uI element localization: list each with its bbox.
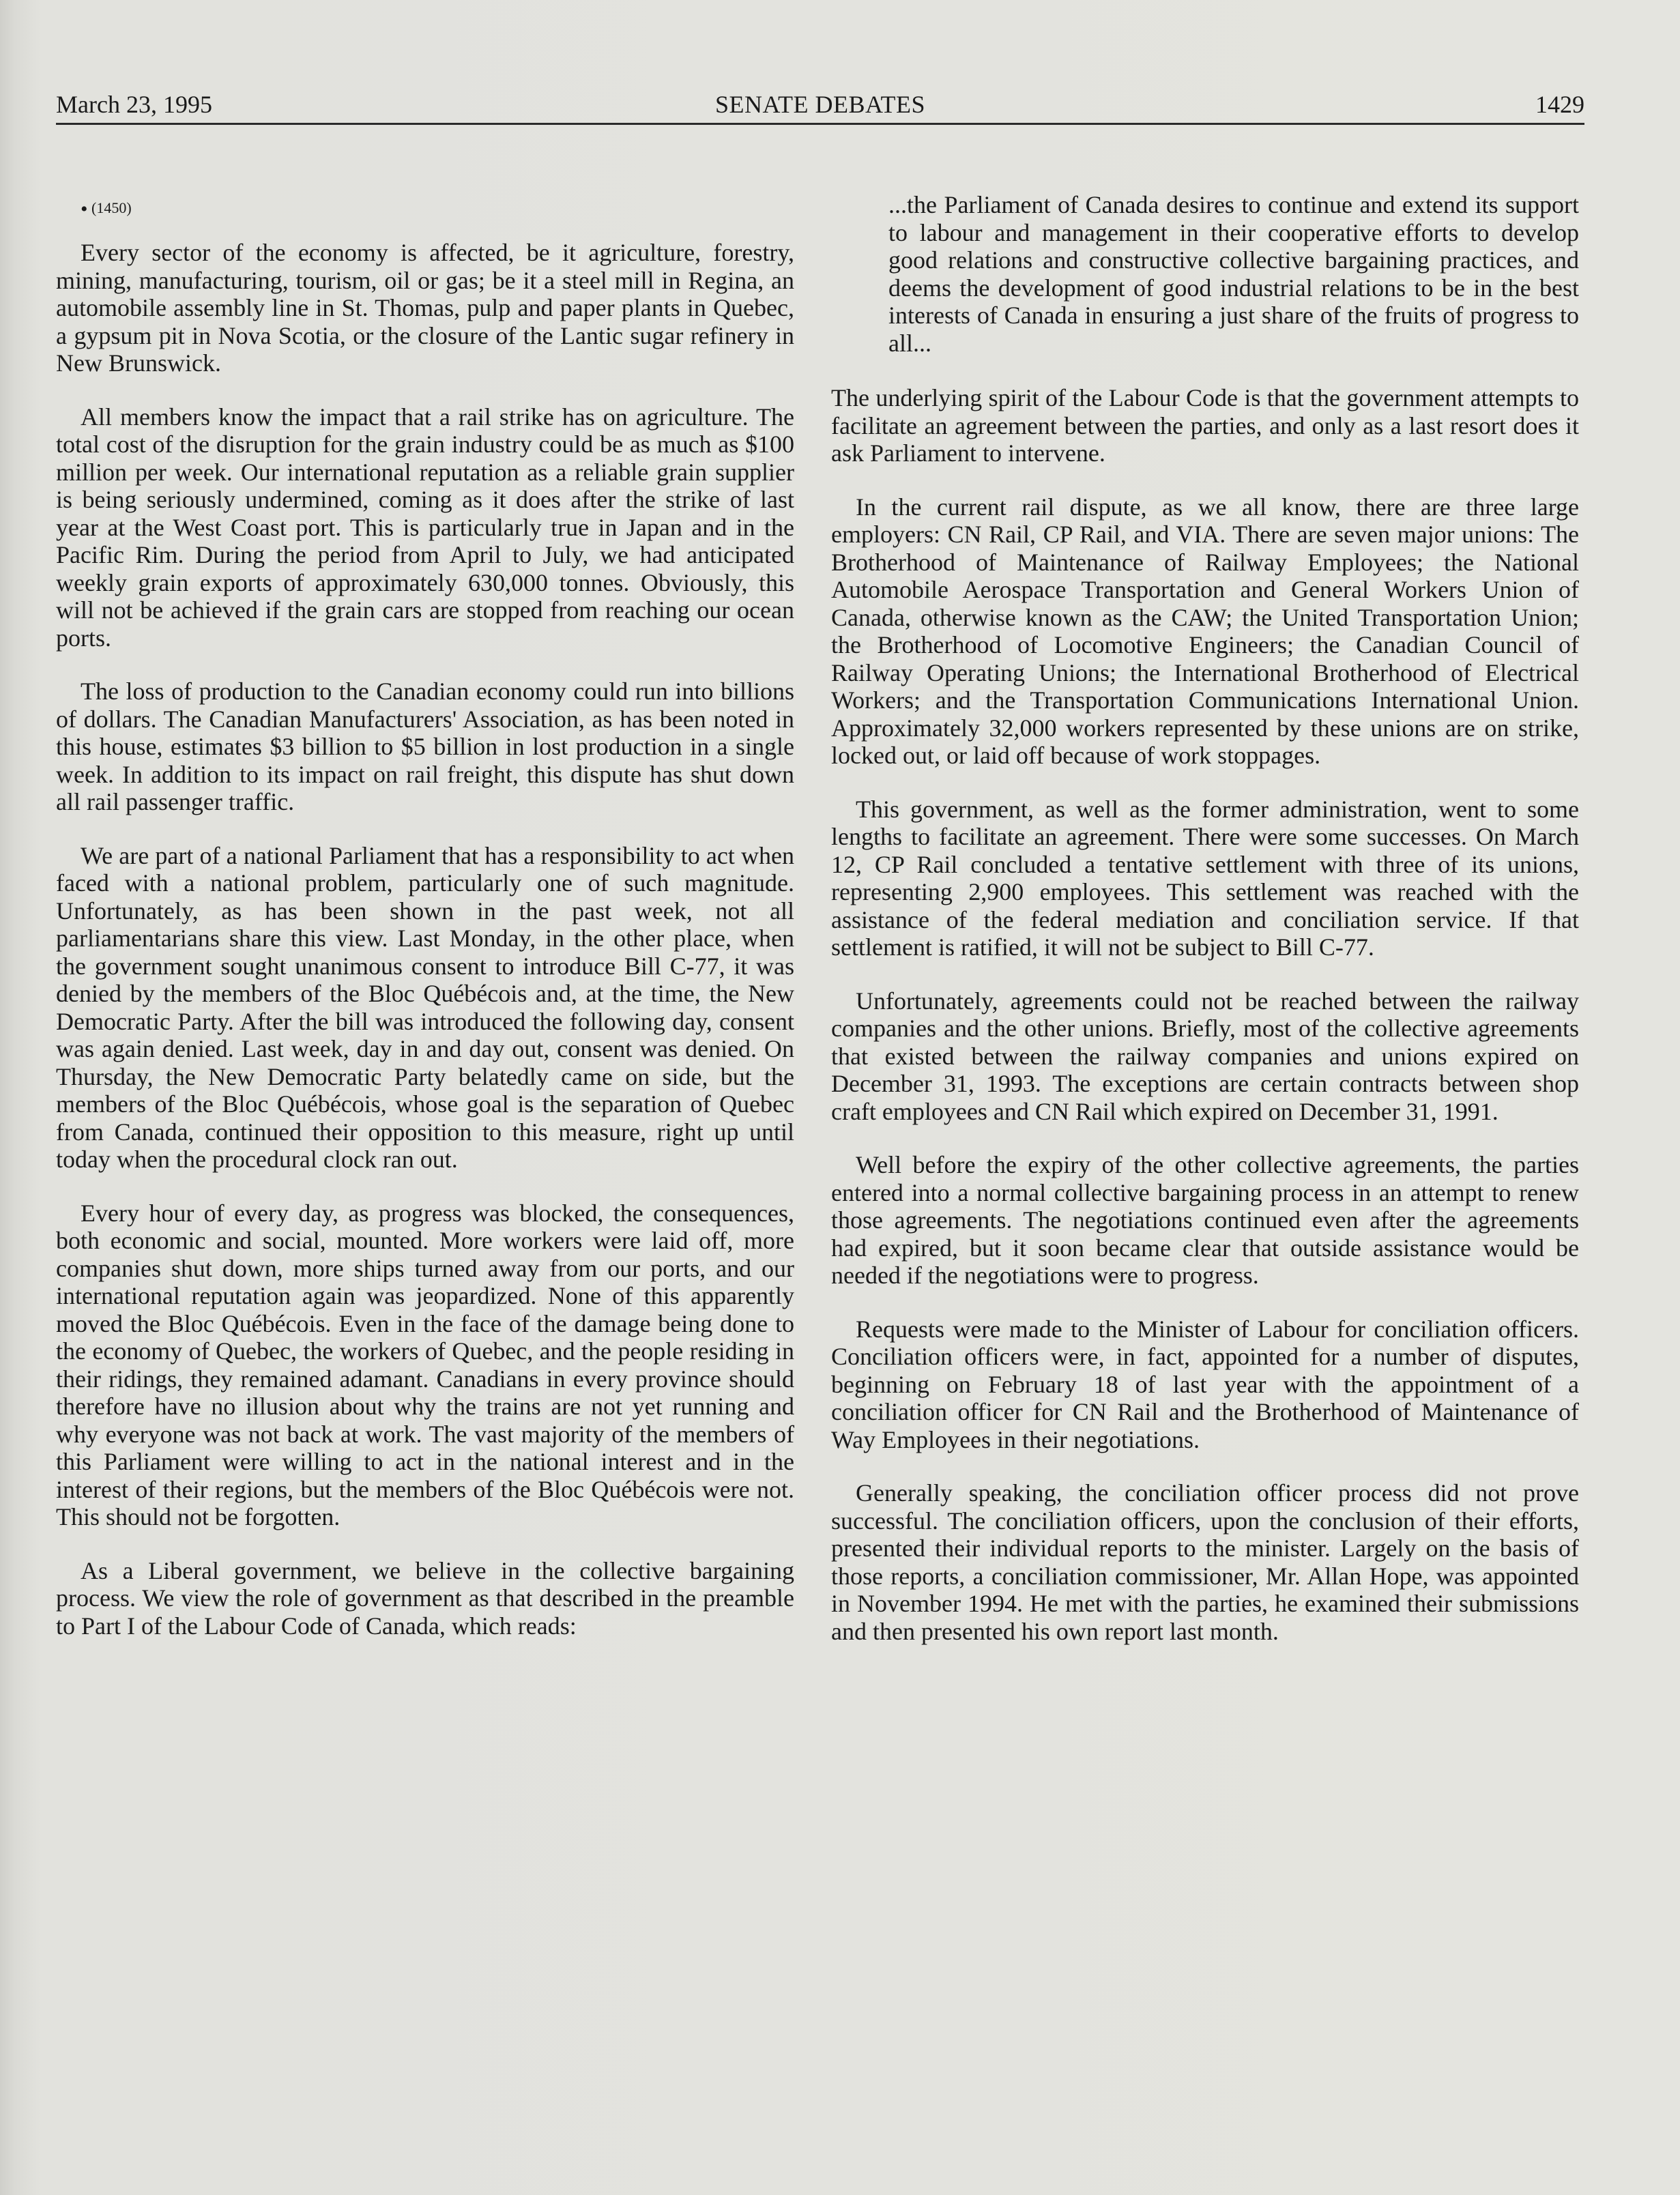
paragraph: As a Liberal government, we believe in the collective bargaining process. We view the role of government as that described in the preamble to Part I of the Labour Code of Canada, which reads: bbox=[56, 1556, 794, 1640]
paragraph: The loss of production to the Canadian economy could run into billions of dollars. The Canadian Manufacturers' Association, as has been noted in this house, estimates $3 billion to $5 billion in lost production in a single week. In addition to its impact on rail freight, this dispute has shut down all rail passenger traffic. bbox=[56, 678, 794, 815]
paragraph: Every hour of every day, as progress was blocked, the consequences, both economic and social, mounted. More workers were laid off, more companies shut down, more ships turned away from our ports, and our international reputation again was jeopardized. None of this apparently moved the Bloc Québécois. Even in the face of the damage being done to the economy of Quebec, the workers of Quebec, and the people residing in their ridings, they remained adamant. Canadians in every province should therefore have no illusion about why the trains are not yet running and why everyone was not back at work. The vast majority of the members of this Parliament were willing to act in the national interest and in the interest of their regions, but the members of the Bloc Québécois were not. This should not be forgotten. bbox=[56, 1199, 794, 1530]
header-title: SENATE DEBATES bbox=[714, 91, 926, 118]
paragraph: Generally speaking, the conciliation officer process did not prove successful. The conciliation officers, upon the conclusion of their efforts, presented their individual reports to the minister. Largely on the basis of those reports, a conciliation commissioner, Mr. Allan Hope, was appointed in November 1994. He met with the parties, he examined their submissions and then presented his own report last month. bbox=[831, 1479, 1579, 1645]
block-quote: ...the Parliament of Canada desires to continue and extend its support to labour and management in their cooperative efforts to develop good relations and constructive collective bargaining practices, and deems the development of good industrial relations to be in the best interests of Canada in ensuring a just share of the fruits of progress to all... bbox=[888, 191, 1579, 357]
paragraph: This government, as well as the former administration, went to some lengths to facilitate an agreement. There were some successes. On March 12, CP Rail concluded a tentative settlement with three of its unions, representing 2,900 employees. This settlement was reached with the assistance of the federal mediation and conciliation service. If that settlement is ratified, it will not be subject to Bill C-77. bbox=[831, 795, 1579, 961]
header-date: March 23, 1995 bbox=[56, 91, 212, 118]
paragraph: We are part of a national Parliament that has a responsibility to act when faced with a national problem, particularly one of such magnitude. Unfortunately, as has been shown in the past week, not all parliamentarians share this view. Last Monday, in the other place, when the government sought unanimous consent to introduce Bill C-77, it was denied by the members of the Bloc Québécois and, at the time, the New Democratic Party. After the bill was introduced the following day, consent was again denied. Last week, day in and day out, consent was denied. On Thursday, the New Democratic Party belatedly came on side, but the members of the Bloc Québécois, whose goal is the separation of Quebec from Canada, continued their opposition to this measure, right up until today when the procedural clock ran out. bbox=[56, 841, 794, 1173]
paragraph: In the current rail dispute, as we all know, there are three large employers: CN Rail, CP Rail, and VIA. There are seven major unions: The Brotherhood of Maintenance of Railway Employees; the National Automobile Aerospace Transportation and General Workers Union of Canada, otherwise known as the CAW; the United Transportation Union; the Brotherhood of Locomotive Engineers; the Canadian Council of Railway Operating Unions; the International Brotherhood of Electrical Workers; and the Transportation Communications International Union. Approximately 32,000 workers represented by these unions are on strike, locked out, or laid off because of work stoppages. bbox=[831, 493, 1579, 769]
header-page-number: 1429 bbox=[1535, 91, 1584, 118]
paragraph: Every sector of the economy is affected, be it agriculture, forestry, mining, manufacturing, tourism, oil or gas; be it a steel mill in Regina, an automobile assembly line in St. Thomas, pulp and paper plants in Quebec, a gypsum pit in Nova Scotia, or the closure of the Lantic sugar refinery in New Brunswick. bbox=[56, 239, 794, 377]
bullet-icon: • bbox=[81, 198, 88, 220]
left-column bbox=[56, 191, 794, 1666]
time-marker-label: (1450) bbox=[91, 199, 132, 217]
paragraph: Requests were made to the Minister of Labour for conciliation officers. Conciliation officers were, in fact, appointed for a number of disputes, beginning on February 18 of last year with the appointment of a conciliation officer for CN Rail and the Brotherhood of Maintenance of Way Employees in their negotiations. bbox=[831, 1315, 1579, 1453]
paragraph: Well before the expiry of the other collective agreements, the parties entered into a normal collective bargaining process in an attempt to renew those agreements. The negotiations continued even after the agreements had expired, but it soon became clear that outside assistance would be needed if the negotiations were to progress. bbox=[831, 1151, 1579, 1289]
paragraph: Unfortunately, agreements could not be reached between the railway companies and the other unions. Briefly, most of the collective agreements that existed between the railway companies and unions expired on December 31, 1993. The exceptions are certain contracts between shop craft employees and CN Rail which expired on December 31, 1991. bbox=[831, 987, 1579, 1125]
right-column bbox=[831, 191, 1579, 1671]
paragraph: All members know the impact that a rail strike has on agriculture. The total cost of the disruption for the grain industry could be as much as $100 million per week. Our international reputation as a reliable grain supplier is being seriously undermined, coming as it does after the strike of last year at the West Coast port. This is particularly true in Japan and in the Pacific Rim. During the period from April to July, we had anticipated weekly grain exports of approximately 630,000 tonnes. Obviously, this will not be achieved if the grain cars are stopped from reaching our ocean ports. bbox=[56, 403, 794, 652]
time-marker bbox=[81, 198, 794, 221]
paragraph: The underlying spirit of the Labour Code is that the government attempts to facilitate an agreement between the parties, and only as a last resort does it ask Parliament to intervene. bbox=[831, 384, 1579, 467]
page-header bbox=[56, 87, 1584, 125]
